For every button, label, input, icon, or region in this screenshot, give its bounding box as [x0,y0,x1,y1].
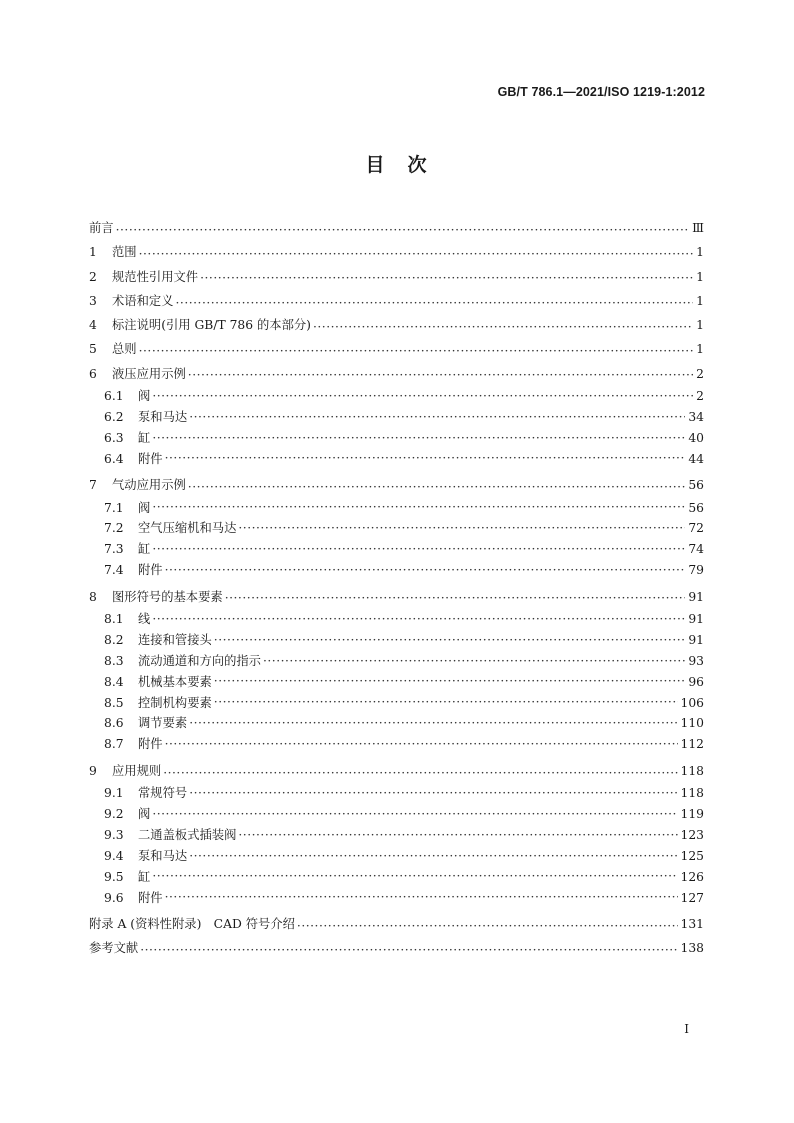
toc-entry-label: 术语和定义 [112,293,174,308]
dot-leader [313,317,693,329]
toc-entry[interactable] [89,407,704,428]
toc-entry-page: Ⅲ [692,221,704,235]
toc-entry-number: 8.2 [104,632,124,647]
toc-entry-page: 93 [688,653,704,668]
table-of-contents [89,216,704,961]
toc-entry[interactable] [89,609,704,630]
toc-entry-page: 112 [680,737,704,752]
toc-entry-page: 56 [688,500,704,515]
toc-entry-label: 机械基本要素 [138,674,212,689]
toc-entry-number: 8 [89,589,97,604]
toc-entry-page: 96 [688,674,704,689]
toc-entry[interactable] [89,825,704,846]
toc-entry-number: 9.4 [104,848,124,863]
toc-entry[interactable] [89,539,704,560]
toc-entry-number: 7.2 [104,521,124,536]
dot-leader [163,763,677,775]
toc-entry-label: 总则 [112,342,137,357]
toc-entry-page: 74 [688,542,704,557]
toc-entry-page: 79 [688,563,704,578]
toc-entry[interactable] [89,936,704,960]
toc-entry-page: 119 [680,807,704,822]
toc-entry-label: 二通盖板式插装阀 [138,827,237,842]
toc-entry[interactable] [89,713,704,734]
toc-entry-label: 调节要素 [138,716,188,731]
toc-entry[interactable] [89,693,704,714]
toc-entry-label: 附录 A (资料性附录) CAD 符号介绍 [89,917,295,932]
toc-entry[interactable] [89,912,704,936]
toc-entry-label: 标注说明(引用 GB/T 786 的本部分) [112,318,311,333]
toc-entry[interactable] [89,759,704,783]
toc-entry-label: 线 [138,612,151,627]
dot-leader [189,785,677,797]
toc-entry-label: 附件 [138,737,163,752]
standard-code-header: GB/T 786.1—2021/ISO 1219-1:2012 [497,85,705,99]
toc-entry-label: 前言 [89,221,114,235]
dot-leader [152,541,685,553]
toc-entry-label: 附件 [138,451,163,466]
toc-entry-page: 110 [680,716,704,731]
toc-entry[interactable] [89,216,704,240]
page-number: I [684,1022,689,1036]
toc-entry-page: 118 [680,786,704,801]
toc-entry-page: 1 [696,342,704,357]
toc-entry-number: 5 [89,342,97,357]
toc-entry-number: 9.2 [104,807,124,822]
dot-leader [176,293,694,305]
toc-entry-number: 9.5 [104,869,124,884]
dot-leader [152,430,685,442]
dot-leader [165,450,686,462]
dot-leader [188,477,686,489]
toc-entry-label: 阀 [138,389,151,404]
toc-entry-label: 附件 [138,563,163,578]
toc-entry-label: 空气压缩机和马达 [138,521,237,536]
toc-entry-label: 常规符号 [138,786,188,801]
toc-entry[interactable] [89,585,704,609]
toc-entry[interactable] [89,560,704,585]
toc-entry-number: 9.3 [104,827,124,842]
dot-leader [152,388,693,400]
toc-entry-number: 6.4 [104,451,124,466]
toc-entry[interactable] [89,630,704,651]
toc-entry[interactable] [89,337,704,361]
toc-entry-number: 8.1 [104,612,124,627]
dot-leader [116,220,690,232]
dot-leader [189,715,677,727]
toc-entry-label: 参考文献 [89,941,139,956]
toc-entry-page: 91 [688,632,704,647]
toc-entry-number: 2 [89,269,97,284]
toc-entry-number: 6.1 [104,389,124,404]
toc-entry-page: 40 [688,430,704,445]
toc-entry[interactable] [89,498,704,519]
dot-leader [139,244,694,256]
dot-leader [214,632,686,644]
toc-entry[interactable] [89,888,704,913]
toc-entry-number: 4 [89,318,97,333]
toc-entry-number: 7.1 [104,500,124,515]
toc-entry-page: 72 [688,521,704,536]
toc-entry[interactable] [89,734,704,759]
dot-leader [214,673,686,685]
toc-entry[interactable] [89,518,704,539]
toc-entry[interactable] [89,289,704,313]
toc-entry-page: 118 [680,763,704,778]
dot-leader [165,889,678,901]
dot-leader [297,916,678,928]
dot-leader [152,611,685,623]
dot-leader [214,694,678,706]
toc-entry-label: 附件 [138,890,163,905]
toc-entry-page: 56 [688,478,704,493]
dot-leader [140,940,677,952]
dot-leader [238,520,685,532]
toc-entry-number: 3 [89,293,97,308]
toc-entry-page: 91 [688,589,704,604]
toc-entry-label: 控制机构要素 [138,695,212,710]
toc-entry-page: 1 [696,245,704,260]
dot-leader [263,653,685,665]
toc-entry-page: 1 [696,293,704,308]
dot-leader [189,409,685,421]
toc-entry-page: 2 [696,366,704,381]
dot-leader [139,341,694,353]
toc-entry-page: 2 [696,389,704,404]
toc-entry-label: 应用规则 [112,763,162,778]
toc-entry-label: 泵和马达 [138,848,188,863]
toc-entry-page: 131 [680,917,704,932]
dot-leader [152,806,677,818]
toc-entry-page: 125 [680,848,704,863]
dot-leader [165,562,686,574]
toc-entry-label: 连接和管接头 [138,632,212,647]
toc-entry[interactable] [89,672,704,693]
toc-entry-number: 1 [89,245,97,260]
dot-leader [200,268,693,280]
toc-entry-number: 8.7 [104,737,124,752]
toc-entry[interactable] [89,651,704,672]
toc-entry[interactable] [89,265,704,289]
toc-entry-label: 液压应用示例 [112,366,186,381]
toc-entry[interactable] [89,783,704,804]
toc-entry-number: 7 [89,478,97,493]
dot-leader [152,499,685,511]
toc-entry-page: 44 [688,451,704,466]
toc-entry-number: 9 [89,763,97,778]
toc-entry-number: 7.3 [104,542,124,557]
toc-entry-page: 106 [680,695,704,710]
toc-entry-page: 1 [696,318,704,333]
toc-entry-page: 123 [680,827,704,842]
dot-leader [188,365,693,377]
toc-entry[interactable] [89,473,704,497]
toc-entry[interactable] [89,846,704,867]
toc-entry[interactable] [89,313,704,337]
toc-entry-number: 8.3 [104,653,124,668]
toc-entry-label: 泵和马达 [138,409,188,424]
dot-leader [238,827,677,839]
toc-entry-number: 8.4 [104,674,124,689]
toc-entry-label: 气动应用示例 [112,478,186,493]
toc-entry-label: 缸 [138,430,151,445]
toc-entry[interactable] [89,362,704,386]
toc-entry-label: 流动通道和方向的指示 [138,653,261,668]
page-title: 目 次 [365,154,429,176]
toc-entry-label: 范围 [112,245,137,260]
toc-entry[interactable] [89,428,704,449]
toc-entry[interactable] [89,386,704,407]
dot-leader [225,588,686,600]
toc-entry-page: 1 [696,269,704,284]
toc-entry-number: 7.4 [104,563,124,578]
toc-entry-number: 9.1 [104,786,124,801]
toc-entry-number: 6.3 [104,430,124,445]
toc-entry-number: 8.6 [104,716,124,731]
toc-entry-number: 6 [89,366,97,381]
toc-entry[interactable] [89,240,704,264]
toc-entry-label: 阀 [138,807,151,822]
toc-entry-label: 缸 [138,869,151,884]
toc-entry[interactable] [89,804,704,825]
dot-leader [165,736,678,748]
toc-entry-page: 126 [680,869,704,884]
toc-entry[interactable] [89,867,704,888]
toc-entry-page: 127 [680,890,704,905]
toc-entry-page: 91 [688,612,704,627]
toc-entry-number: 9.6 [104,890,124,905]
toc-entry[interactable] [89,449,704,474]
dot-leader [189,848,677,860]
dot-leader [152,868,677,880]
toc-entry-label: 阀 [138,500,151,515]
toc-entry-label: 缸 [138,542,151,557]
toc-entry-page: 34 [688,409,704,424]
toc-entry-label: 规范性引用文件 [112,269,199,284]
toc-entry-number: 6.2 [104,409,124,424]
toc-entry-number: 8.5 [104,695,124,710]
toc-entry-label: 图形符号的基本要素 [112,589,223,604]
toc-entry-page: 138 [680,941,704,956]
